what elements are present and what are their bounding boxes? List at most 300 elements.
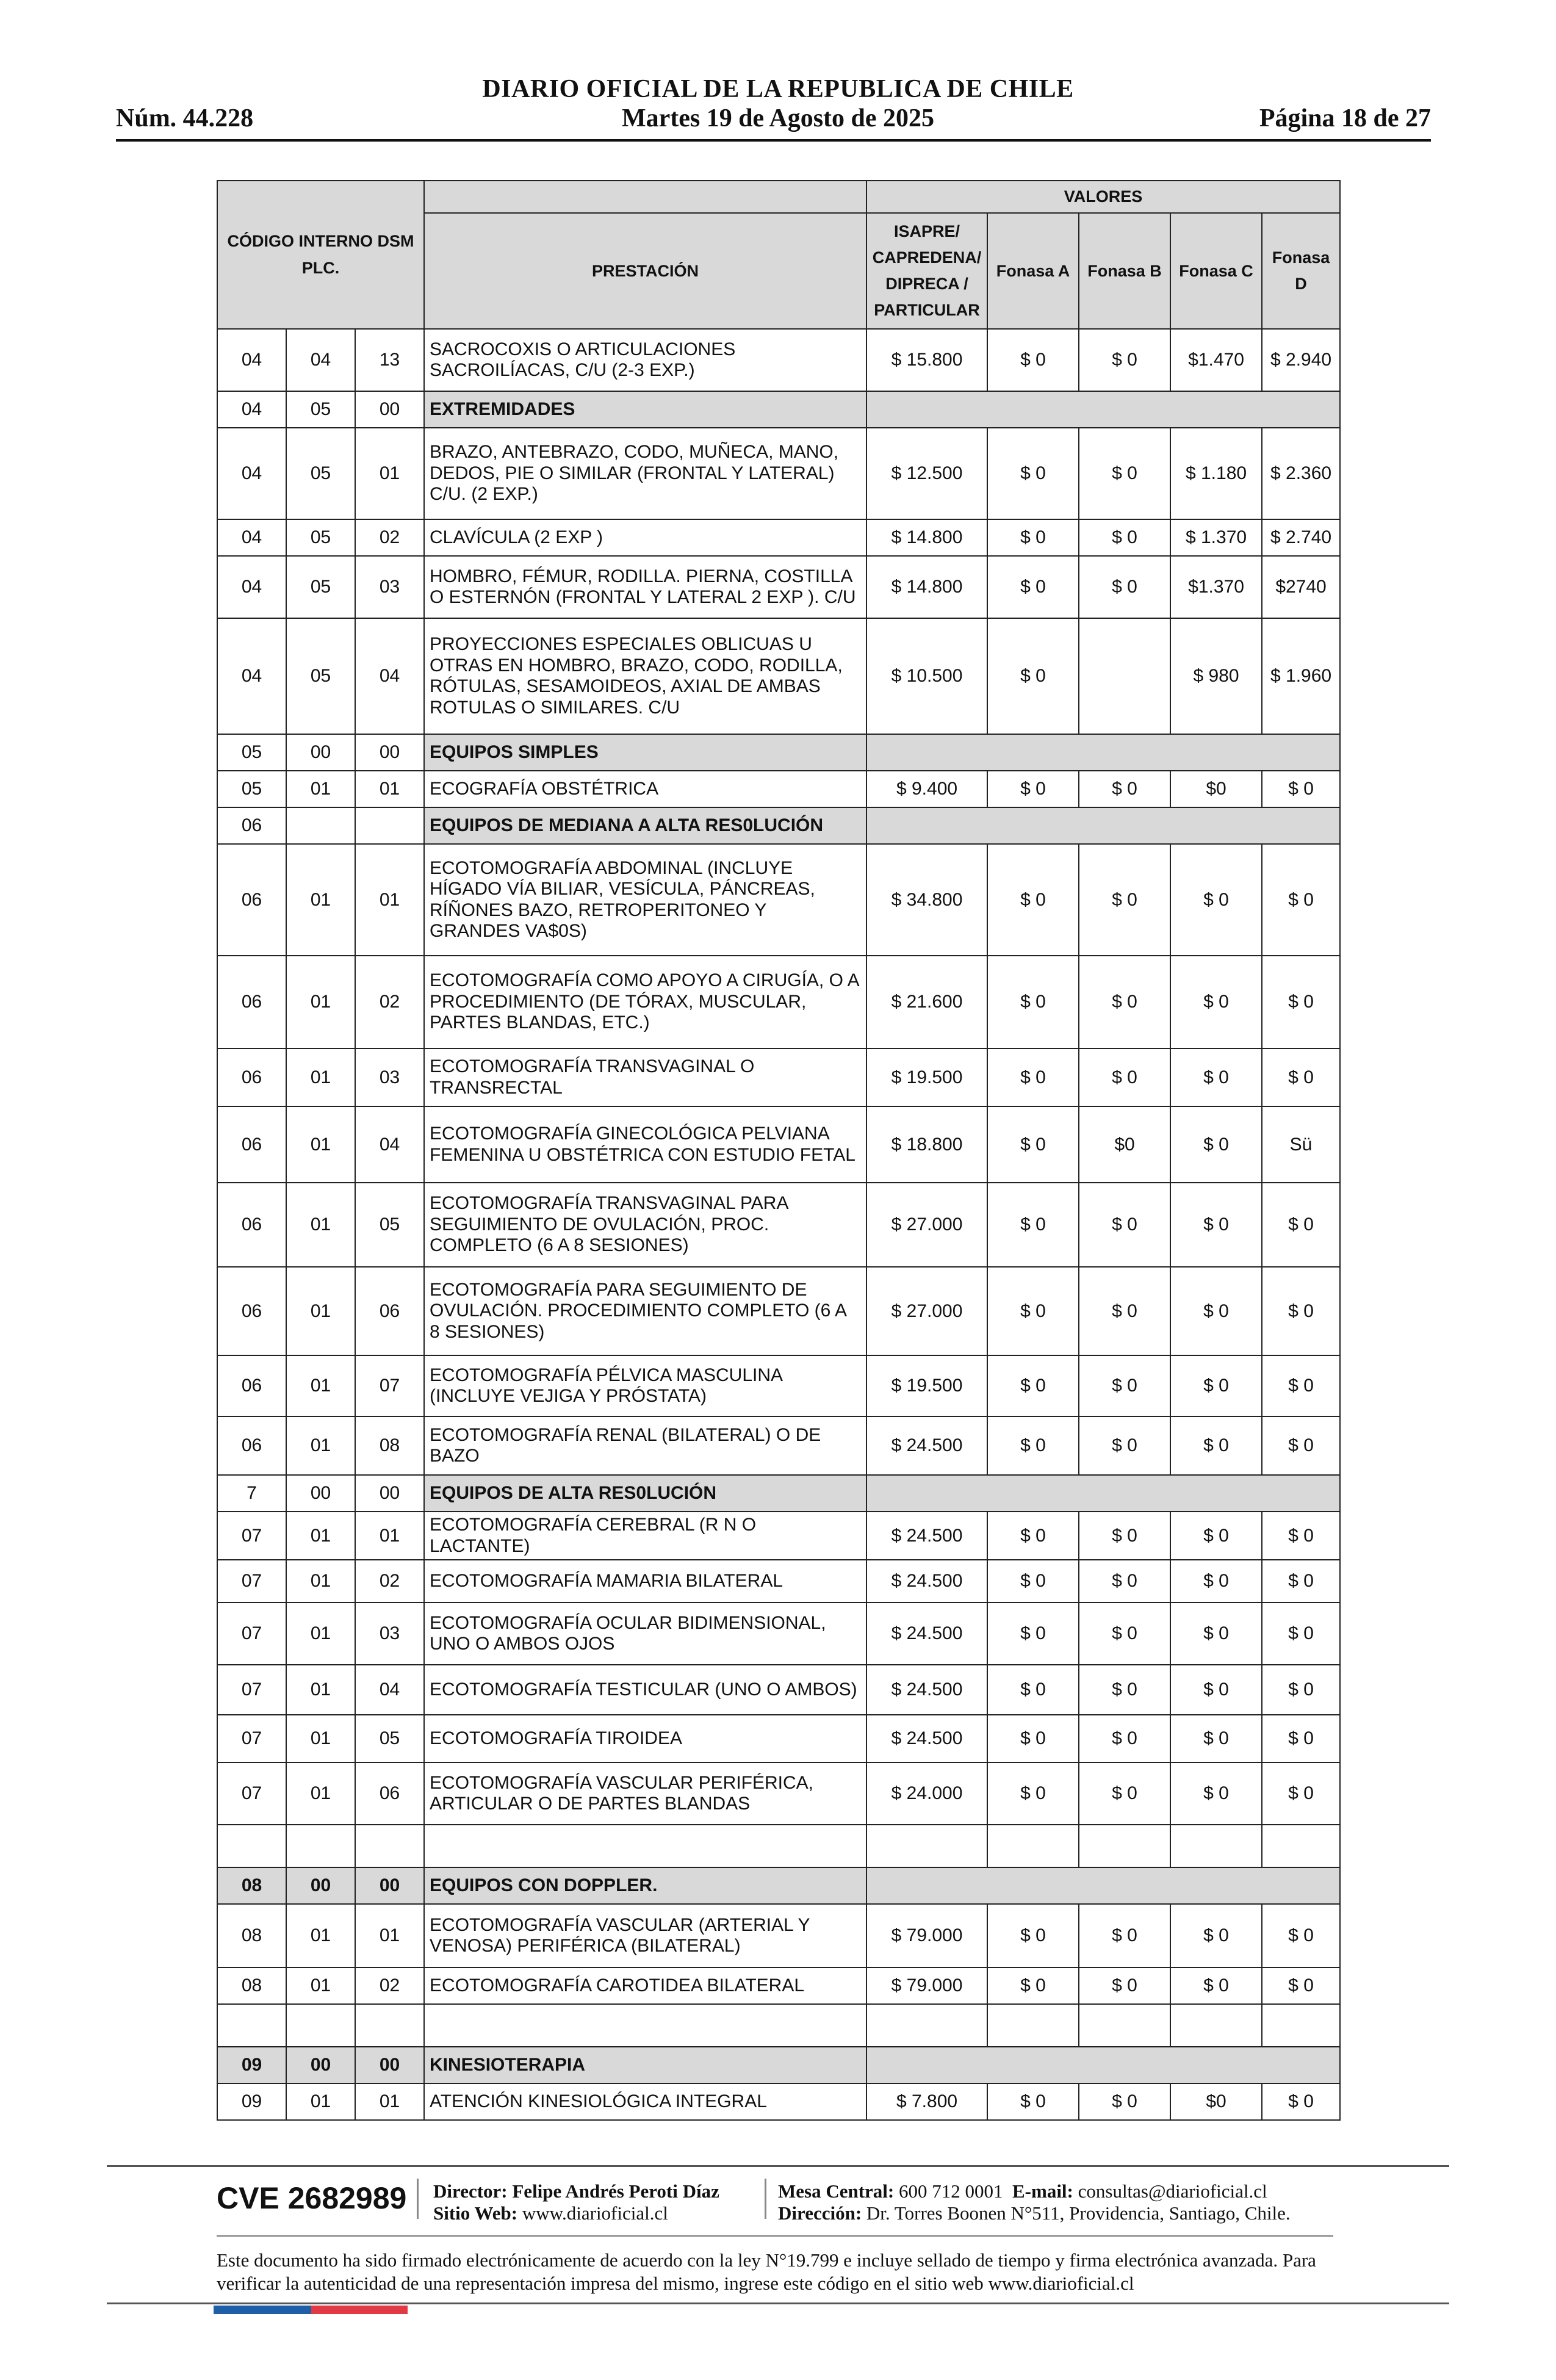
code-2: 00 — [286, 1475, 355, 1512]
fonasa-d-value: $ 0 — [1262, 1183, 1340, 1267]
fonasa-d-value: $ 2.940 — [1262, 329, 1340, 391]
fonasa-b-value: $ 0 — [1079, 1512, 1170, 1560]
code-2: 01 — [286, 1183, 355, 1267]
table-row — [217, 556, 1340, 618]
table-row — [217, 1106, 1340, 1183]
isapre-value: $ 19.500 — [866, 1355, 987, 1416]
code-1: 08 — [217, 1867, 286, 1904]
code-1: 06 — [217, 844, 286, 956]
fonasa-b-value: $ 0 — [1079, 1665, 1170, 1715]
prestacion-cell: ATENCIÓN KINESIOLÓGICA INTEGRAL — [424, 2083, 866, 2120]
issue-date: Martes 19 de Agosto de 2025 — [621, 104, 935, 132]
code-1: 06 — [217, 807, 286, 844]
code-2: 01 — [286, 1904, 355, 1967]
section-fill — [1262, 1867, 1340, 1904]
code-2: 04 — [286, 329, 355, 391]
isapre-value: $ 24.500 — [866, 1603, 987, 1665]
section-fill — [866, 807, 987, 844]
section-fill — [987, 2047, 1079, 2083]
code-1: 07 — [217, 1603, 286, 1665]
isapre-value: $ 79.000 — [866, 1967, 987, 2004]
code-2: 01 — [286, 1665, 355, 1715]
table-row — [217, 1560, 1340, 1603]
fonasa-c-value: $1.370 — [1170, 556, 1262, 618]
fonasa-c-value: $0 — [1170, 771, 1262, 807]
code-3: 01 — [355, 1904, 424, 1967]
code-3: 04 — [355, 1106, 424, 1183]
fonasa-c-value: $ 0 — [1170, 1048, 1262, 1106]
code-3: 13 — [355, 329, 424, 391]
fonasa-c-value: $ 0 — [1170, 1560, 1262, 1603]
prestacion-cell: ECOTOMOGRAFÍA GINECOLÓGICA PELVIANA FEMENINA U OBSTÉTRICA CON ESTUDIO FETAL — [424, 1106, 866, 1183]
code-2: 01 — [286, 2083, 355, 2120]
code-1: 08 — [217, 1967, 286, 2004]
fonasa-b-value: $ 0 — [1079, 1560, 1170, 1603]
code-2: 00 — [286, 1867, 355, 1904]
code-1: 08 — [217, 1904, 286, 1967]
prestacion-cell: ECOTOMOGRAFÍA TRANSVAGINAL PARA SEGUIMIENTO DE OVULACIÓN, PROC. COMPLETO (6 A 8 SESIONES) — [424, 1183, 866, 1267]
code-1: 06 — [217, 1106, 286, 1183]
fonasa-d-value: $ 0 — [1262, 771, 1340, 807]
section-title: EQUIPOS DE ALTA RES0LUCIÓN — [424, 1475, 866, 1512]
prestacion-cell: ECOTOMOGRAFÍA RENAL (BILATERAL) O DE BAZO — [424, 1416, 866, 1475]
fonasa-c-value: $ 1.370 — [1170, 519, 1262, 556]
isapre-value: $ 9.400 — [866, 771, 987, 807]
fonasa-a-value: $ 0 — [987, 1267, 1079, 1355]
fonasa-b-value: $ 0 — [1079, 1715, 1170, 1762]
code-2: 01 — [286, 1416, 355, 1475]
fonasa-a-value: $ 0 — [987, 1904, 1079, 1967]
fonasa-d-value: Sü — [1262, 1106, 1340, 1183]
isapre-value: $ 14.800 — [866, 556, 987, 618]
email-label: E-mail: — [1012, 2180, 1073, 2202]
section-fill — [866, 1475, 987, 1512]
fonasa-b-value: $ 0 — [1079, 771, 1170, 807]
tariff-table — [217, 180, 1341, 2121]
section-fill — [1079, 1867, 1170, 1904]
fonasa-a-value: $ 0 — [987, 1560, 1079, 1603]
table-row — [217, 844, 1340, 956]
fonasa-d-value: $ 0 — [1262, 1048, 1340, 1106]
code-1: 06 — [217, 1355, 286, 1416]
code-2: 01 — [286, 1560, 355, 1603]
fonasa-b-value: $ 0 — [1079, 556, 1170, 618]
fonasa-b-value: $0 — [1079, 1106, 1170, 1183]
section-fill — [866, 391, 987, 428]
isapre-value: $ 18.800 — [866, 1106, 987, 1183]
section-fill — [866, 734, 987, 771]
section-fill — [1262, 1475, 1340, 1512]
isapre-value: $ 7.800 — [866, 2083, 987, 2120]
fonasa-c-value: $ 0 — [1170, 1416, 1262, 1475]
flag-stripe-red — [311, 2306, 408, 2314]
isapre-header: ISAPRE/ CAPREDENA/ DIPRECA / PARTICULAR — [866, 213, 987, 329]
fonasa-d-value: $ 0 — [1262, 844, 1340, 956]
code-3: 00 — [355, 391, 424, 428]
prestacion-cell: HOMBRO, FÉMUR, RODILLA. PIERNA, COSTILLA O ESTERNÓN (FRONTAL Y LATERAL 2 EXP ). C/U — [424, 556, 866, 618]
fonasa-b-value: $ 0 — [1079, 1267, 1170, 1355]
fonasa-d-value: $ 0 — [1262, 1904, 1340, 1967]
code-3: 02 — [355, 1560, 424, 1603]
code-2: 01 — [286, 956, 355, 1048]
fonasa-a-value: $ 0 — [987, 771, 1079, 807]
code-3: 01 — [355, 1512, 424, 1560]
footer-separator — [765, 2179, 766, 2219]
code-1: 07 — [217, 1665, 286, 1715]
fonasa-b-value: $ 0 — [1079, 1762, 1170, 1825]
prestacion-cell: ECOTOMOGRAFÍA MAMARIA BILATERAL — [424, 1560, 866, 1603]
code-1: 06 — [217, 1416, 286, 1475]
code-3: 03 — [355, 1048, 424, 1106]
fonasa-b-value: $ 0 — [1079, 956, 1170, 1048]
fonasa-b-value: $ 0 — [1079, 519, 1170, 556]
section-fill — [1170, 807, 1262, 844]
code-2: 05 — [286, 428, 355, 519]
fonasa-d-value: $ 0 — [1262, 1355, 1340, 1416]
blank-row — [217, 2004, 1340, 2047]
section-fill — [1079, 391, 1170, 428]
code-2: 01 — [286, 1048, 355, 1106]
code-3: 00 — [355, 1475, 424, 1512]
code-2: 01 — [286, 1762, 355, 1825]
fonasa-d-value: $2740 — [1262, 556, 1340, 618]
fonasa-a-value: $ 0 — [987, 1665, 1079, 1715]
table-row — [217, 618, 1340, 734]
footer-rule — [107, 2302, 1449, 2304]
fonasa-b-value: $ 0 — [1079, 2083, 1170, 2120]
fonasa-b-value: $ 0 — [1079, 329, 1170, 391]
isapre-value: $ 19.500 — [866, 1048, 987, 1106]
isapre-value: $ 12.500 — [866, 428, 987, 519]
code-2: 01 — [286, 1512, 355, 1560]
isapre-value: $ 21.600 — [866, 956, 987, 1048]
fonasa-b-value: $ 0 — [1079, 1183, 1170, 1267]
prestacion-cell: ECOTOMOGRAFÍA TIROIDEA — [424, 1715, 866, 1762]
fonasa-c-header: Fonasa C — [1170, 213, 1262, 329]
fonasa-c-value: $ 0 — [1170, 1183, 1262, 1267]
prestacion-cell: ECOTOMOGRAFÍA VASCULAR PERIFÉRICA, ARTICULAR O DE PARTES BLANDAS — [424, 1762, 866, 1825]
fonasa-c-value: $ 0 — [1170, 1762, 1262, 1825]
code-2: 01 — [286, 771, 355, 807]
fonasa-c-value: $1.470 — [1170, 329, 1262, 391]
fonasa-d-value: $ 0 — [1262, 956, 1340, 1048]
fonasa-d-value: $ 2.360 — [1262, 428, 1340, 519]
fonasa-d-value: $ 1.960 — [1262, 618, 1340, 734]
code-1: 06 — [217, 956, 286, 1048]
fonasa-d-value: $ 0 — [1262, 1762, 1340, 1825]
mesa-label: Mesa Central: — [778, 2180, 895, 2202]
codigo-header: CÓDIGO INTERNO DSM PLC. — [217, 181, 424, 329]
prestacion-cell: ECOTOMOGRAFÍA ABDOMINAL (INCLUYE HÍGADO VÍA BILIAR, VESÍCULA, PÁNCREAS, RÍÑONES BAZO, RETROPERITONEO Y GRANDES VA$0S) — [424, 844, 866, 956]
web-label: Sitio Web: — [433, 2202, 518, 2224]
fonasa-a-value: $ 0 — [987, 1512, 1079, 1560]
isapre-value: $ 24.500 — [866, 1416, 987, 1475]
table-row — [217, 1967, 1340, 2004]
isapre-value: $ 27.000 — [866, 1183, 987, 1267]
fonasa-b-value: $ 0 — [1079, 1355, 1170, 1416]
prestacion-cell: ECOTOMOGRAFÍA PARA SEGUIMIENTO DE OVULACIÓN. PROCEDIMIENTO COMPLETO (6 A 8 SESIONES) — [424, 1267, 866, 1355]
fonasa-d-value: $ 0 — [1262, 1267, 1340, 1355]
fonasa-c-value: $ 0 — [1170, 844, 1262, 956]
prestacion-cell: ECOGRAFÍA OBSTÉTRICA — [424, 771, 866, 807]
prestacion-cell: ECOTOMOGRAFÍA VASCULAR (ARTERIAL Y VENOSA) PERIFÉRICA (BILATERAL) — [424, 1904, 866, 1967]
fonasa-d-value: $ 0 — [1262, 1715, 1340, 1762]
fonasa-a-value: $ 0 — [987, 1762, 1079, 1825]
table-row — [217, 956, 1340, 1048]
prestacion-header: PRESTACIÓN — [424, 213, 866, 329]
code-1: 07 — [217, 1560, 286, 1603]
code-2: 00 — [286, 2047, 355, 2083]
code-1: 06 — [217, 1183, 286, 1267]
section-fill — [1170, 1475, 1262, 1512]
fonasa-d-value: $ 0 — [1262, 2083, 1340, 2120]
fonasa-b-value: $ 0 — [1079, 844, 1170, 956]
code-1: 04 — [217, 428, 286, 519]
code-3: 02 — [355, 1967, 424, 2004]
code-3: 04 — [355, 618, 424, 734]
section-fill — [1079, 2047, 1170, 2083]
footer-rule — [107, 2165, 1449, 2167]
code-1: 04 — [217, 329, 286, 391]
code-1: 05 — [217, 734, 286, 771]
gazette-title: DIARIO OFICIAL DE LA REPUBLICA DE CHILE — [482, 75, 1074, 103]
code-3: 00 — [355, 2047, 424, 2083]
isapre-value: $ 24.500 — [866, 1665, 987, 1715]
section-fill — [866, 2047, 987, 2083]
section-title: EQUIPOS CON DOPPLER. — [424, 1867, 866, 1904]
code-2: 01 — [286, 844, 355, 956]
section-row — [217, 1475, 1340, 1512]
fonasa-a-value: $ 0 — [987, 1715, 1079, 1762]
code-2: 05 — [286, 391, 355, 428]
section-fill — [1170, 391, 1262, 428]
prestacion-cell: BRAZO, ANTEBRAZO, CODO, MUÑECA, MANO, DEDOS, PIE O SIMILAR (FRONTAL Y LATERAL) C/U. (2 EXP.) — [424, 428, 866, 519]
section-fill — [1170, 734, 1262, 771]
isapre-value: $ 24.500 — [866, 1560, 987, 1603]
section-fill — [1170, 1867, 1262, 1904]
footer-contact-block — [778, 2180, 1291, 2224]
code-2: 05 — [286, 618, 355, 734]
code-3: 00 — [355, 734, 424, 771]
table-row — [217, 771, 1340, 807]
section-fill — [987, 807, 1079, 844]
prestacion-cell: PROYECCIONES ESPECIALES OBLICUAS U OTRAS EN HOMBRO, BRAZO, CODO, RODILLA, RÓTULAS, SESAMOIDEOS, AXIAL DE AMBAS ROTULAS O SIMILARES. C/U — [424, 618, 866, 734]
fonasa-b-value: $ 0 — [1079, 1048, 1170, 1106]
table-row — [217, 1904, 1340, 1967]
fonasa-b-value: $ 0 — [1079, 1603, 1170, 1665]
table-row — [217, 519, 1340, 556]
table-row — [217, 2083, 1340, 2120]
email-link[interactable]: consultas@diarioficial.cl — [1078, 2180, 1267, 2202]
code-1: 06 — [217, 1267, 286, 1355]
isapre-value: $ 14.800 — [866, 519, 987, 556]
code-3: 02 — [355, 519, 424, 556]
fonasa-c-value: $ 1.180 — [1170, 428, 1262, 519]
section-title: EXTREMIDADES — [424, 391, 866, 428]
fonasa-d-value: $ 0 — [1262, 1603, 1340, 1665]
fonasa-c-value: $ 0 — [1170, 956, 1262, 1048]
code-1: 06 — [217, 1048, 286, 1106]
code-1: 07 — [217, 1762, 286, 1825]
section-fill — [987, 391, 1079, 428]
fonasa-a-value: $ 0 — [987, 1603, 1079, 1665]
flag-stripe-blue — [214, 2306, 311, 2314]
code-3: 06 — [355, 1267, 424, 1355]
fonasa-a-value: $ 0 — [987, 1967, 1079, 2004]
section-title: KINESIOTERAPIA — [424, 2047, 866, 2083]
section-fill — [1079, 1475, 1170, 1512]
code-3: 07 — [355, 1355, 424, 1416]
section-fill — [866, 1867, 987, 1904]
fonasa-c-value: $ 0 — [1170, 1106, 1262, 1183]
fonasa-d-value: $ 0 — [1262, 1416, 1340, 1475]
code-3: 08 — [355, 1416, 424, 1475]
code-2: 01 — [286, 1603, 355, 1665]
fonasa-c-value: $ 0 — [1170, 1355, 1262, 1416]
section-fill — [1262, 807, 1340, 844]
prestacion-cell: ECOTOMOGRAFÍA OCULAR BIDIMENSIONAL, UNO O AMBOS OJOS — [424, 1603, 866, 1665]
fonasa-c-value: $ 0 — [1170, 1967, 1262, 2004]
fonasa-a-value: $ 0 — [987, 1416, 1079, 1475]
valores-header: VALORES — [866, 181, 1340, 213]
fonasa-c-value: $ 0 — [1170, 1512, 1262, 1560]
header-rule — [116, 139, 1431, 142]
fonasa-d-value: $ 0 — [1262, 1665, 1340, 1715]
fonasa-a-value: $ 0 — [987, 1106, 1079, 1183]
fonasa-a-value: $ 0 — [987, 956, 1079, 1048]
fonasa-c-value: $ 0 — [1170, 1267, 1262, 1355]
fonasa-a-value: $ 0 — [987, 1355, 1079, 1416]
web-link[interactable]: www.diarioficial.cl — [522, 2202, 668, 2224]
code-3: 01 — [355, 428, 424, 519]
legal-notice: Este documento ha sido firmado electrónicamente de acuerdo con la ley N°19.799 e incluye sellado de tiempo y firma electrónica avanzada. Para verificar la autenticidad de una representación impresa del mismo, ingrese este código en el sitio web www.diarioficial.cl — [217, 2249, 1316, 2294]
isapre-value: $ 24.500 — [866, 1715, 987, 1762]
section-row — [217, 807, 1340, 844]
director-name: Felipe Andrés Peroti Díaz — [512, 2180, 719, 2202]
isapre-value: $ 15.800 — [866, 329, 987, 391]
fonasa-b-value: $ 0 — [1079, 428, 1170, 519]
fonasa-a-value: $ 0 — [987, 556, 1079, 618]
prestacion-cell: ECOTOMOGRAFÍA COMO APOYO A CIRUGÍA, O A PROCEDIMIENTO (DE TÓRAX, MUSCULAR, PARTES BLANDAS, ETC.) — [424, 956, 866, 1048]
code-2: 01 — [286, 1967, 355, 2004]
section-row — [217, 1867, 1340, 1904]
code-3: 04 — [355, 1665, 424, 1715]
section-fill — [987, 1867, 1079, 1904]
table-row — [217, 1512, 1340, 1560]
isapre-value: $ 24.500 — [866, 1512, 987, 1560]
fonasa-b-value: $ 0 — [1079, 1967, 1170, 2004]
code-1: 09 — [217, 2047, 286, 2083]
table-row — [217, 1603, 1340, 1665]
cve-code: CVE 2682989 — [217, 2181, 407, 2215]
table-row — [217, 428, 1340, 519]
fonasa-d-header: Fonasa D — [1262, 213, 1340, 329]
footer-director-block — [433, 2180, 719, 2224]
code-3: 03 — [355, 556, 424, 618]
fonasa-b-value: $ 0 — [1079, 1904, 1170, 1967]
code-2: 00 — [286, 734, 355, 771]
code-1: 7 — [217, 1475, 286, 1512]
table-row — [217, 1762, 1340, 1825]
fonasa-a-value: $ 0 — [987, 844, 1079, 956]
section-row — [217, 734, 1340, 771]
section-fill — [987, 1475, 1079, 1512]
isapre-value: $ 10.500 — [866, 618, 987, 734]
code-2: 05 — [286, 519, 355, 556]
table-row — [217, 1183, 1340, 1267]
isapre-value: $ 24.000 — [866, 1762, 987, 1825]
fonasa-a-value: $ 0 — [987, 618, 1079, 734]
fonasa-c-value: $ 980 — [1170, 618, 1262, 734]
table-row — [217, 329, 1340, 391]
section-fill — [1079, 734, 1170, 771]
address-text: Dr. Torres Boonen N°511, Providencia, Santiago, Chile. — [866, 2202, 1291, 2224]
code-3: 02 — [355, 956, 424, 1048]
fonasa-b-header: Fonasa B — [1079, 213, 1170, 329]
fonasa-a-value: $ 0 — [987, 1048, 1079, 1106]
code-3: 01 — [355, 2083, 424, 2120]
code-1: 05 — [217, 771, 286, 807]
prestacion-header-spacer — [424, 181, 866, 213]
code-2: 05 — [286, 556, 355, 618]
table-row — [217, 1267, 1340, 1355]
section-fill — [1170, 2047, 1262, 2083]
table-row — [217, 1665, 1340, 1715]
isapre-value: $ 34.800 — [866, 844, 987, 956]
prestacion-cell: ECOTOMOGRAFÍA CAROTIDEA BILATERAL — [424, 1967, 866, 2004]
code-3: 00 — [355, 1867, 424, 1904]
code-2: 01 — [286, 1355, 355, 1416]
prestacion-cell: CLAVÍCULA (2 EXP ) — [424, 519, 866, 556]
section-title: EQUIPOS DE MEDIANA A ALTA RES0LUCIÓN — [424, 807, 866, 844]
page-number: Página 18 de 27 — [1259, 104, 1431, 132]
code-3: 06 — [355, 1762, 424, 1825]
fonasa-c-value: $ 0 — [1170, 1715, 1262, 1762]
section-fill — [1262, 2047, 1340, 2083]
section-fill — [987, 734, 1079, 771]
code-3: 01 — [355, 844, 424, 956]
section-row — [217, 391, 1340, 428]
code-1: 04 — [217, 618, 286, 734]
code-3: 05 — [355, 1183, 424, 1267]
code-3: 03 — [355, 1603, 424, 1665]
code-2 — [286, 807, 355, 844]
section-fill — [1262, 391, 1340, 428]
fonasa-c-value: $0 — [1170, 2083, 1262, 2120]
fonasa-d-value: $ 0 — [1262, 1512, 1340, 1560]
fonasa-a-value: $ 0 — [987, 329, 1079, 391]
section-title: EQUIPOS SIMPLES — [424, 734, 866, 771]
table-row — [217, 1416, 1340, 1475]
fonasa-b-value — [1079, 618, 1170, 734]
director-label: Director: — [433, 2180, 508, 2202]
fonasa-a-value: $ 0 — [987, 2083, 1079, 2120]
table-row — [217, 1355, 1340, 1416]
table-row — [217, 1048, 1340, 1106]
code-2: 01 — [286, 1715, 355, 1762]
fonasa-c-value: $ 0 — [1170, 1603, 1262, 1665]
mesa-phone: 600 712 0001 — [899, 2180, 1003, 2202]
fonasa-d-value: $ 2.740 — [1262, 519, 1340, 556]
section-fill — [1079, 807, 1170, 844]
code-1: 04 — [217, 519, 286, 556]
table-row — [217, 1715, 1340, 1762]
code-1: 04 — [217, 391, 286, 428]
fonasa-a-value: $ 0 — [987, 1183, 1079, 1267]
section-row — [217, 2047, 1340, 2083]
issue-number: Núm. 44.228 — [116, 104, 254, 132]
blank-row — [217, 1825, 1340, 1867]
